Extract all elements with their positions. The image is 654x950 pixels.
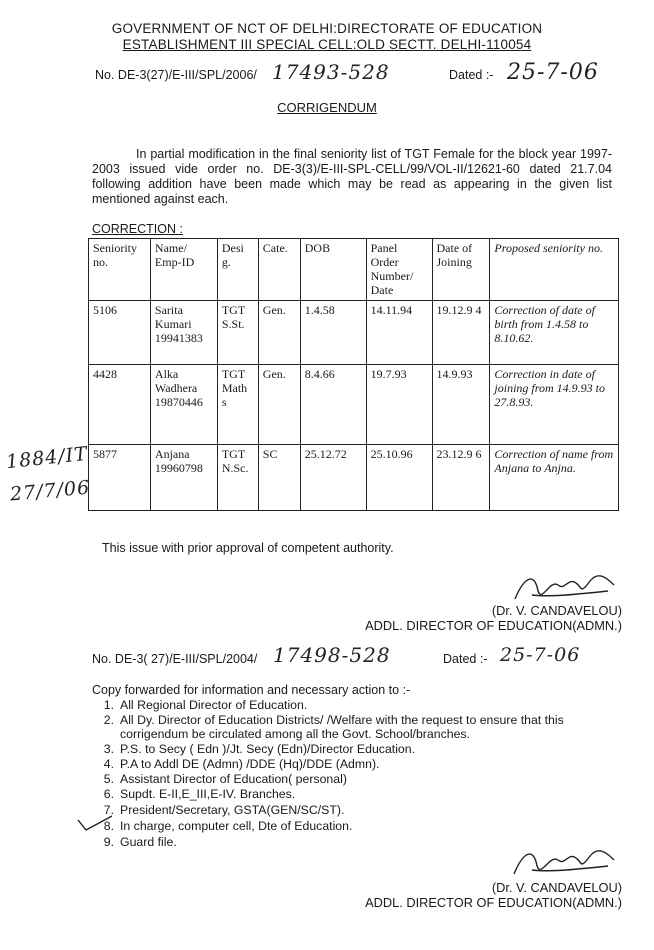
list-item: 3. P.S. to Secy ( Edn )/Jt. Secy (Edn)/Director Education. (103, 742, 416, 756)
order-number (95, 68, 257, 82)
list-item: 7. President/Secretary, GSTA(GEN/SC/ST). (103, 803, 345, 817)
list-item: 4. P.A to Addl DE (Admn) /DDE (Hq)/DDE (Admn). (103, 757, 380, 771)
department-heading: GOVERNMENT OF NCT OF DELHI:DIRECTORATE OF EDUCATION (111, 21, 543, 36)
signature-scribble (510, 565, 620, 607)
header-panel-order: Panel Order Number/ Date (366, 239, 432, 301)
list-item: 1. All Regional Director of Education. (103, 698, 308, 712)
list-item: 8. In charge, computer cell, Dte of Education. (103, 819, 353, 833)
cell-dob: 8.4.66 (300, 365, 366, 445)
document-title: CORRIGENDUM (277, 100, 377, 115)
cell-category: Gen. (258, 365, 300, 445)
copy-order-date-handwritten: 25-7-06 (500, 644, 581, 666)
cell-category: SC (258, 445, 300, 511)
header-name: Name/ Emp-ID (150, 239, 217, 301)
approval-statement: This issue with prior approval of competent authority. (102, 541, 394, 555)
list-item: 5. Assistant Director of Education( personal) (103, 772, 347, 786)
copy-order-number-prefix: No. DE-3( 27)/E-III/SPL/2004/ (92, 652, 258, 666)
signatory-name: (Dr. V. CANDAVELOU) (491, 603, 622, 618)
cell-designation: TGT Math s (217, 365, 258, 445)
cell-joining: 19.12.9 4 (432, 301, 490, 365)
table-row (89, 445, 619, 511)
table-header-row (89, 239, 619, 301)
cell-proposed: Correction in date of joining from 14.9.93 to 27.8.93. (490, 365, 619, 445)
intro-paragraph-text: In partial modification in the final seniority list of TGT Female for the block year 1997-2003 issued vide order no. DE-3(3)/E-III-SPL-CELL/99/VOL-II/12621-60 dated 21.7.04 following addition have been made which may be read as appearing in the given list mentioned against each. (92, 147, 612, 206)
signatory-name-2: (Dr. V. CANDAVELOU) (491, 880, 622, 895)
header-joining: Date of Joining (432, 239, 490, 301)
signature-scribble (508, 838, 620, 882)
tick-mark (76, 812, 116, 834)
cell-name: Anjana 19960798 (150, 445, 217, 511)
header-seniority: Seniority no. (89, 239, 151, 301)
copy-order-number-handwritten: 17498-528 (273, 643, 391, 667)
header-dob: DOB (300, 239, 366, 301)
cell-name: Alka Wadhera 19870446 (150, 365, 217, 445)
order-dated-label: Dated :- (449, 68, 494, 82)
margin-note-number: 1884/IT (5, 442, 89, 474)
header-proposed: Proposed seniority no. (490, 239, 619, 301)
cell-proposed: Correction of date of birth from 1.4.58 to 8.10.62. (490, 301, 619, 365)
table-row (89, 301, 619, 365)
correction-label: CORRECTION : (92, 222, 183, 236)
cell-dob: 25.12.72 (300, 445, 366, 511)
office-address-heading: ESTABLISHMENT III SPECIAL CELL:OLD SECTT. DELHI-110054 (122, 37, 532, 52)
list-item: 9. Guard file. (103, 835, 177, 849)
cell-designation: TGT N.Sc. (217, 445, 258, 511)
cell-seniority: 5106 (89, 301, 151, 365)
list-item: 6. Supdt. E-II,E_III,E-IV. Branches. (103, 787, 296, 801)
cell-proposed: Correction of name from Anjana to Anjna. (490, 445, 619, 511)
order-date-handwritten: 25-7-06 (507, 60, 599, 85)
correction-table (88, 238, 619, 511)
cell-dob: 1.4.58 (300, 301, 366, 365)
cell-joining: 23.12.9 6 (432, 445, 490, 511)
copy-recipient-list (92, 698, 622, 858)
list-item: 2. All Dy. Director of Education Districts/ /Welfare with the request to ensure that this (103, 713, 564, 727)
cell-panel-order: 14.11.94 (366, 301, 432, 365)
table-row (89, 365, 619, 445)
order-number-prefix: No. DE-3(27)/E-III/SPL/2006/ (95, 68, 257, 82)
signatory-title-2: ADDL. DIRECTOR OF EDUCATION(ADMN.) (365, 895, 622, 910)
cell-joining: 14.9.93 (432, 365, 490, 445)
margin-note-date: 27/7/06 (9, 476, 92, 506)
cell-seniority: 4428 (89, 365, 151, 445)
cell-designation: TGT S.St. (217, 301, 258, 365)
header-designation: Desi g. (217, 239, 258, 301)
order-number-handwritten: 17493-528 (272, 60, 390, 84)
intro-paragraph (92, 147, 612, 207)
signatory-title: ADDL. DIRECTOR OF EDUCATION(ADMN.) (365, 618, 622, 633)
cell-category: Gen. (258, 301, 300, 365)
header-category: Cate. (258, 239, 300, 301)
cell-seniority: 5877 (89, 445, 151, 511)
copy-forward-intro: Copy forwarded for information and necessary action to :- (92, 683, 411, 697)
cell-panel-order: 19.7.93 (366, 365, 432, 445)
copy-order-dated-label: Dated :- (443, 652, 488, 666)
cell-name: Sarita Kumari 19941383 (150, 301, 217, 365)
cell-panel-order: 25.10.96 (366, 445, 432, 511)
list-item: corrigendum be circulated among all the Govt. School/branches. (120, 727, 470, 741)
